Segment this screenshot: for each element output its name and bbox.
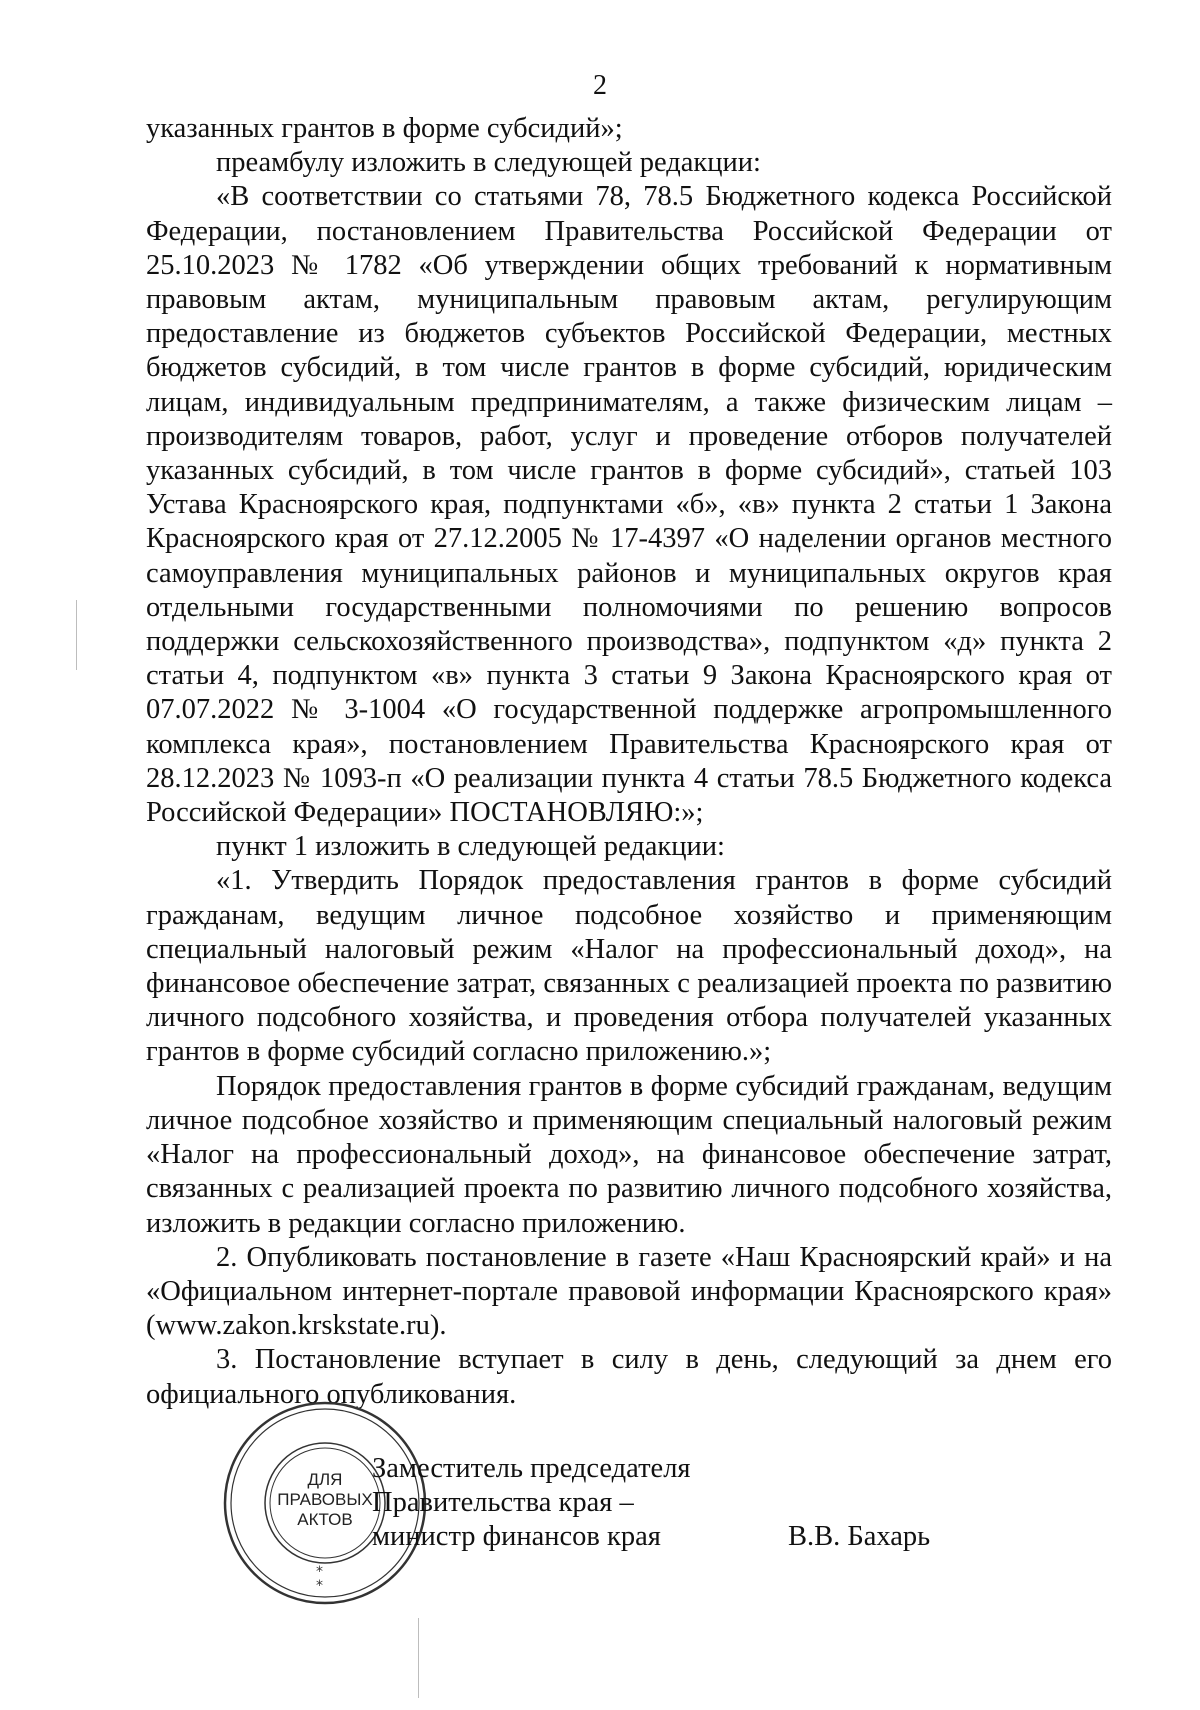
paragraph-point1-text: «1. Утвердить Порядок предоставления грантов в форме субсидий гражданам, ведущим личное подсобное хозяйство и применяющим специальный налоговый режим «Налог на профессиональный доход», на финансовое обеспечение затрат, связанных с реализацией проекта по развитию личного подсобного хозяйства, и проведения отбора получателей указанных грантов в форме субсидий согласно приложению.»;: [146, 865, 1112, 1068]
paragraph-publish: 2. Опубликовать постановление в газете «Наш Красноярский край» и на «Официальном интернет-портале правовой информации Красноярского края» (www.zakon.krskstate.ru).: [146, 1241, 1112, 1342]
signer-position-line: Правительства края –: [372, 1487, 634, 1519]
paragraph-procedure: Порядок предоставления грантов в форме субсидий гражданам, ведущим личное подсобное хозяйство и применяющим специальный налоговый режим «Налог на профессиональный доход», на финансовое обеспечение затрат, связанных с реализацией проекта по развитию личного подсобного хозяйства, изложить в редакции согласно приложению.: [146, 1070, 1112, 1239]
paragraph-preamble-text: «В соответствии со статьями 78, 78.5 Бюджетного кодекса Российской Федерации, постановлением Правительства Российской Федерации от 25.10.2023 № 1782 «Об утверждении общих требований к нормативным правовым актам, муниципальным правовым актам, регулирующим предоставление из бюджетов субъектов Российской Федерации, местных бюджетов субсидий, в том числе грантов в форме субсидий, юридическим лицам, индивидуальным предпринимателям, а также физическим лицам – производителям товаров, работ, услуг и проведение отборов получателей указанных субсидий, в том числе грантов в форме субсидий», статьей 103 Устава Красноярского края, подпунктами «б», «в» пункта 2 статьи 1 Закона Красноярского края от 27.12.2005 № 17-4397 «О наделении органов местного самоуправления муниципальных районов и муниципальных округов края отдельными государственными полномочиями по решению вопросов поддержки сельскохозяйственного производства», подпунктом «д» пункта 2 статьи 4, подпунктом «в» пункта 3 статьи 9 Закона Красноярского края от 07.07.2022 № 3-1004 «О государственной поддержке агропромышленного комплекса края», постановлением Правительства Красноярского края от 28.12.2023 № 1093-п «О реализации пункта 4 статьи 78.5 Бюджетного кодекса Российской Федерации» ПОСТАНОВЛЯЮ:»;: [146, 181, 1112, 829]
signer-position-line: министр финансов края: [372, 1521, 661, 1553]
seal-center-line: ПРАВОВЫХ: [277, 1490, 373, 1509]
svg-text:*: *: [316, 1578, 323, 1594]
paragraph-point1-instruction: пункт 1 изложить в следующей редакции:: [216, 831, 725, 863]
signer-name: В.В. Бахарь: [788, 1521, 931, 1552]
seal-center-line: АКТОВ: [297, 1510, 353, 1529]
paragraph-effective: 3. Постановление вступает в силу в день, следующий за днем его официального опубликования.: [146, 1344, 1112, 1410]
page-number: 2: [593, 70, 607, 101]
scan-artifact-line: [418, 1618, 419, 1698]
signature-block: [372, 1452, 931, 1555]
paragraph-continuation: указанных грантов в форме субсидий»;: [146, 113, 623, 144]
seal-center-line: ДЛЯ: [307, 1470, 343, 1489]
scan-artifact-line: [76, 600, 77, 670]
paragraph-preamble-instruction: преамбулу изложить в следующей редакции:: [216, 147, 761, 179]
document-body: [146, 112, 1112, 1412]
signer-position-line: Заместитель председателя: [372, 1453, 691, 1484]
svg-text:*: *: [316, 1564, 323, 1580]
